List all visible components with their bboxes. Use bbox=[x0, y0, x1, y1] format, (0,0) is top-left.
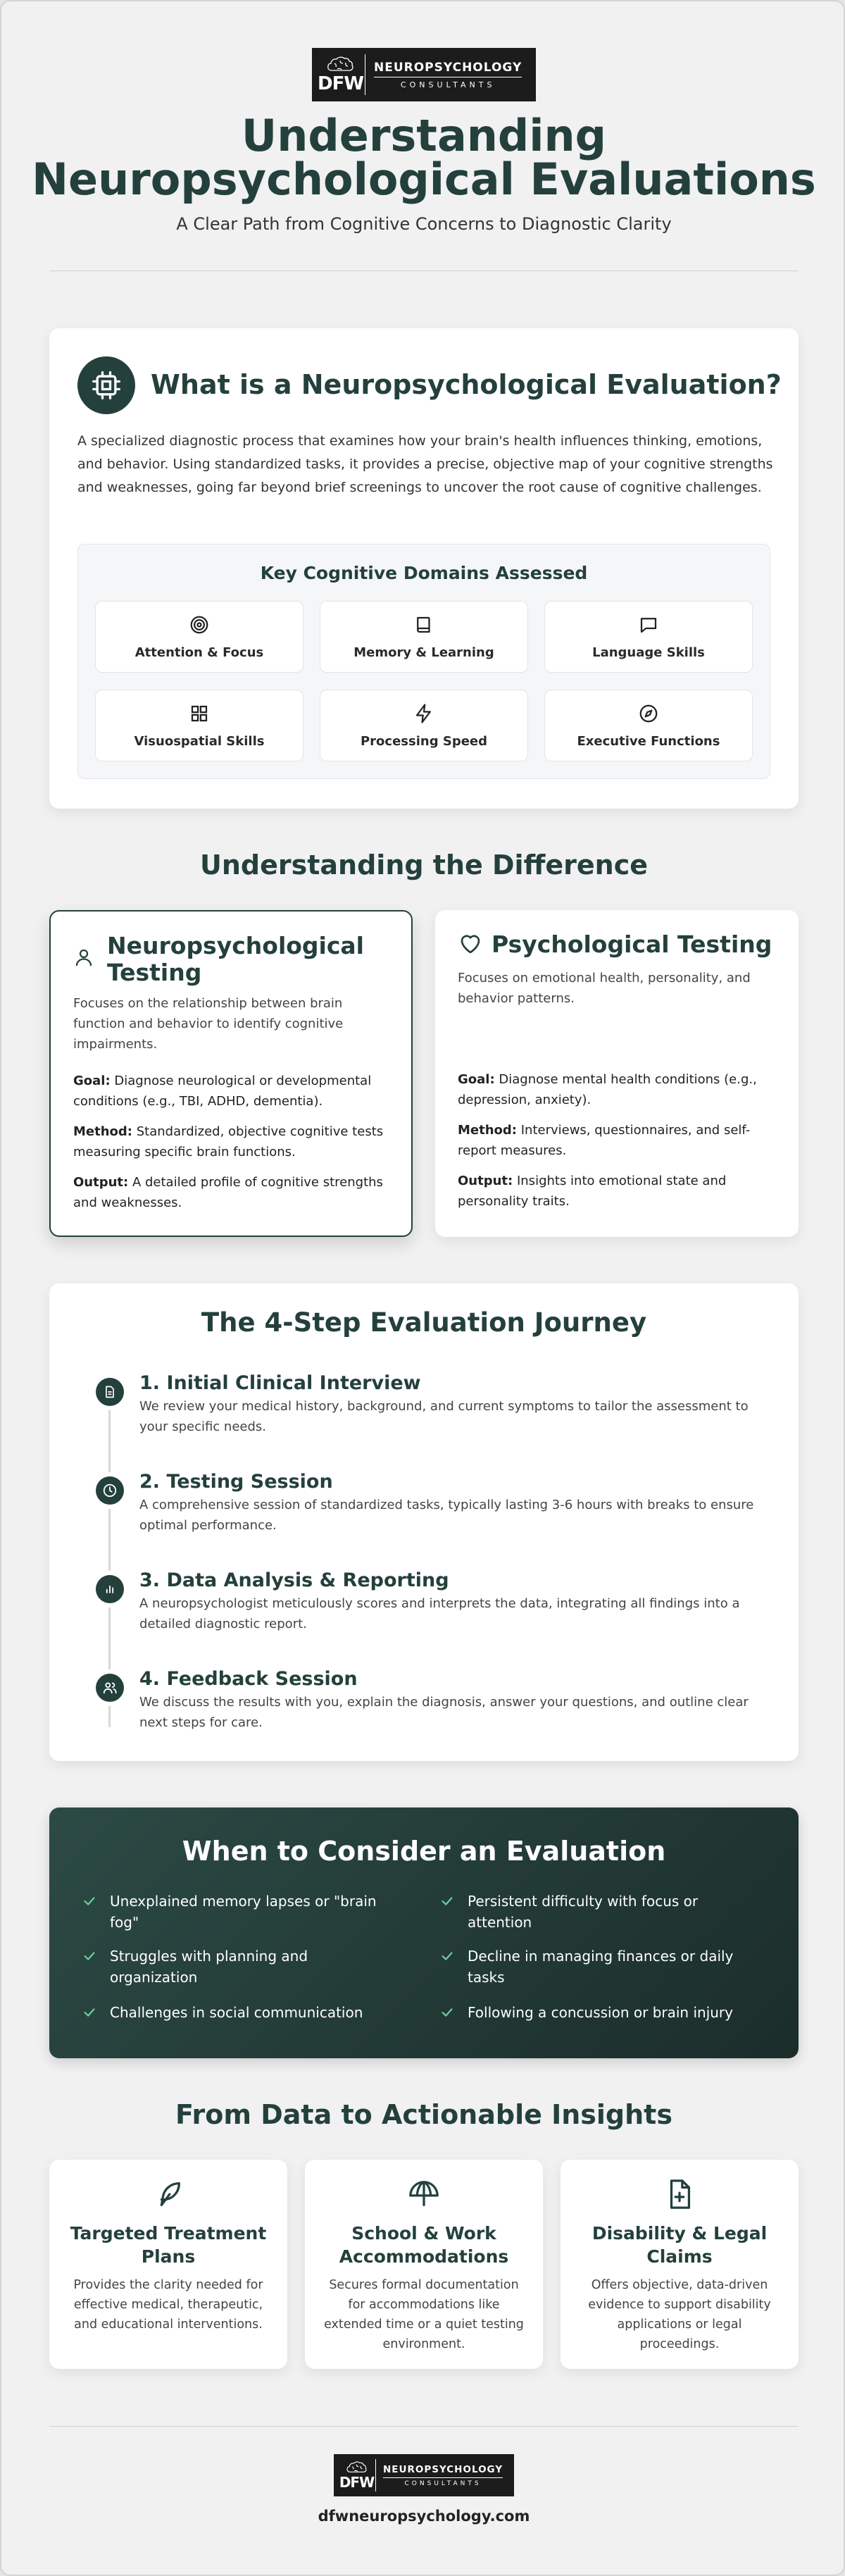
speech-bubble-icon bbox=[638, 614, 659, 638]
bar-chart-icon bbox=[96, 1575, 124, 1603]
goal-label: Goal: bbox=[458, 1072, 495, 1087]
goal-label: Goal: bbox=[73, 1074, 111, 1088]
insight-description: Provides the clarity needed for effective medical, therapeutic, and educational interventions. bbox=[73, 2278, 263, 2332]
grid-icon bbox=[189, 703, 210, 727]
compass-icon bbox=[638, 703, 659, 727]
check-icon bbox=[82, 1893, 97, 1915]
when-item bbox=[82, 1946, 377, 1988]
insight-title: Targeted Treatment Plans bbox=[70, 2223, 267, 2267]
check-icon bbox=[82, 1948, 97, 1970]
book-icon bbox=[413, 614, 434, 638]
logo-mark: DFW bbox=[339, 2474, 375, 2491]
people-icon bbox=[96, 1674, 124, 1702]
check-icon bbox=[439, 1948, 455, 1970]
domain-processing bbox=[320, 690, 528, 761]
domain-label: Executive Functions bbox=[577, 733, 720, 749]
title-line1: Understanding bbox=[241, 110, 607, 161]
lightning-icon bbox=[413, 703, 434, 727]
neuro-goal bbox=[73, 1071, 397, 1112]
psych-method bbox=[458, 1120, 782, 1161]
logo-line1: NEUROPSYCHOLOGY bbox=[374, 61, 522, 77]
logo-mark: DFW bbox=[317, 73, 364, 94]
step-title: 2. Testing Session bbox=[139, 1471, 333, 1493]
divider bbox=[49, 270, 799, 271]
header-logo bbox=[312, 48, 536, 101]
what-is-title: What is a Neuropsychological Evaluation? bbox=[151, 369, 782, 400]
check-icon bbox=[439, 1893, 455, 1915]
insight-title: Disability & Legal Claims bbox=[592, 2223, 768, 2267]
method-text: Interviews, questionnaires, and self-report measures. bbox=[458, 1123, 751, 1158]
step-description: A neuropsychologist meticulously scores and interprets the data, integrating all findings into a detailed diagnostic report. bbox=[139, 1596, 740, 1631]
step-title: 1. Initial Clinical Interview bbox=[139, 1372, 421, 1394]
logo-line2: CONSULTANTS bbox=[404, 2479, 482, 2487]
psych-title: Psychological Testing bbox=[492, 931, 772, 958]
psych-description: Focuses on emotional health, personality, and behavior patterns. bbox=[458, 971, 751, 1006]
what-is-description: A specialized diagnostic process that examines how your brain's health influences thinking, emotions, and behavior. Using standardized tasks, it provides a precise, objective map of your cognitive strengths and weaknesses, going far beyond brief screenings to uncover the root cause of cognitive challenges. bbox=[77, 433, 773, 495]
goal-text: Diagnose mental health conditions (e.g., depression, anxiety). bbox=[458, 1072, 757, 1107]
umbrella-icon bbox=[406, 2178, 442, 2213]
domains-panel bbox=[77, 544, 770, 779]
document-icon bbox=[96, 1378, 124, 1406]
when-item-text: Decline in managing finances or daily tasks bbox=[468, 1948, 734, 1986]
check-icon bbox=[82, 2005, 97, 2026]
neuro-title bbox=[107, 933, 364, 986]
psych-output bbox=[458, 1171, 782, 1212]
title-line2: Neuropsychological Evaluations bbox=[32, 154, 816, 205]
when-item bbox=[439, 1946, 735, 1988]
logo-line2: CONSULTANTS bbox=[400, 80, 496, 89]
domain-label: Visuospatial Skills bbox=[134, 733, 265, 749]
brain-icon bbox=[346, 2461, 368, 2475]
output-text: A detailed profile of cognitive strengths and weaknesses. bbox=[73, 1175, 383, 1210]
when-item-text: Challenges in social communication bbox=[110, 2004, 363, 2021]
domain-label: Attention & Focus bbox=[134, 645, 264, 660]
insight-description: Secures formal documentation for accommodations like extended time or a quiet testing environment. bbox=[324, 2278, 524, 2351]
domain-visuospatial bbox=[95, 690, 303, 761]
step-description: A comprehensive session of standardized tasks, typically lasting 3-6 hours with breaks to ensure optimal performance. bbox=[139, 1498, 754, 1533]
what-is-card bbox=[49, 328, 799, 809]
page-title bbox=[1, 110, 845, 205]
logo-line1: NEUROPSYCHOLOGY bbox=[383, 2464, 503, 2478]
psych-goal bbox=[458, 1069, 782, 1110]
journey-title: The 4-Step Evaluation Journey bbox=[201, 1307, 647, 1338]
clock-icon bbox=[96, 1476, 124, 1505]
domain-label: Processing Speed bbox=[360, 733, 488, 749]
goal-text: Diagnose neurological or developmental conditions (e.g., TBI, ADHD, dementia). bbox=[73, 1074, 372, 1109]
when-item bbox=[439, 2002, 735, 2023]
domain-attention bbox=[95, 601, 303, 673]
insight-card-disability bbox=[561, 2160, 799, 2369]
brain-icon bbox=[326, 56, 356, 75]
when-item-text: Struggles with planning and organization bbox=[110, 1948, 308, 1986]
when-item-text: Unexplained memory lapses or "brain fog" bbox=[110, 1893, 377, 1931]
step-description: We review your medical history, background, and current symptoms to tailor the assessment to your specific needs. bbox=[139, 1399, 749, 1434]
neuro-method bbox=[73, 1121, 397, 1162]
neuro-title-line1: Neuropsychological bbox=[107, 932, 364, 959]
domain-label: Language Skills bbox=[592, 645, 705, 660]
insights-title: From Data to Actionable Insights bbox=[175, 2099, 672, 2130]
check-icon bbox=[439, 2005, 455, 2026]
method-label: Method: bbox=[73, 1124, 132, 1139]
domains-title: Key Cognitive Domains Assessed bbox=[260, 563, 588, 583]
when-item bbox=[82, 2002, 377, 2023]
difference-title: Understanding the Difference bbox=[199, 850, 649, 881]
insight-title: School & Work Accommodations bbox=[339, 2223, 509, 2267]
when-title: When to Consider an Evaluation bbox=[182, 1836, 666, 1867]
step-description: We discuss the results with you, explain the diagnosis, answer your questions, and outline clear next steps for care. bbox=[139, 1695, 749, 1730]
heart-icon bbox=[458, 931, 483, 959]
when-item-text: Following a concussion or brain injury bbox=[468, 2004, 733, 2021]
person-icon bbox=[73, 947, 94, 971]
neuro-output bbox=[73, 1172, 397, 1213]
output-label: Output: bbox=[458, 1174, 513, 1188]
file-plus-icon bbox=[663, 2178, 696, 2213]
feather-icon bbox=[152, 2178, 184, 2213]
domain-memory bbox=[320, 601, 528, 673]
neuro-title-line2: Testing bbox=[107, 959, 202, 986]
output-text: Insights into emotional state and personality traits. bbox=[458, 1174, 727, 1209]
when-item bbox=[439, 1891, 735, 1933]
domain-label: Memory & Learning bbox=[353, 645, 494, 660]
website-link[interactable]: dfwneuropsychology.com bbox=[318, 2508, 530, 2525]
when-item bbox=[82, 1891, 377, 1933]
footer-logo bbox=[334, 2454, 514, 2496]
insight-card-treatment bbox=[49, 2160, 287, 2369]
domain-language bbox=[544, 601, 753, 673]
method-label: Method: bbox=[458, 1123, 517, 1138]
neuro-testing-card bbox=[49, 910, 413, 1237]
output-label: Output: bbox=[73, 1175, 129, 1190]
step-title: 3. Data Analysis & Reporting bbox=[139, 1569, 449, 1591]
step-title: 4. Feedback Session bbox=[139, 1668, 358, 1690]
target-icon bbox=[189, 614, 210, 638]
method-text: Standardized, objective cognitive tests measuring specific brain functions. bbox=[73, 1124, 384, 1159]
when-item-text: Persistent difficulty with focus or attention bbox=[468, 1893, 699, 1931]
journey-card bbox=[49, 1283, 799, 1761]
page-subtitle: A Clear Path from Cognitive Concerns to Diagnostic Clarity bbox=[176, 214, 672, 234]
neuro-description: Focuses on the relationship between brain function and behavior to identify cognitive impairments. bbox=[73, 996, 344, 1052]
insight-card-accommodations bbox=[305, 2160, 543, 2369]
psych-testing-card bbox=[435, 910, 799, 1237]
domain-executive bbox=[544, 690, 753, 761]
footer-divider bbox=[49, 2426, 799, 2427]
when-to-consider-panel bbox=[49, 1807, 799, 2058]
insight-description: Offers objective, data-driven evidence to support disability applications or legal proceedings. bbox=[588, 2278, 771, 2351]
cpu-chip-icon bbox=[77, 356, 135, 414]
